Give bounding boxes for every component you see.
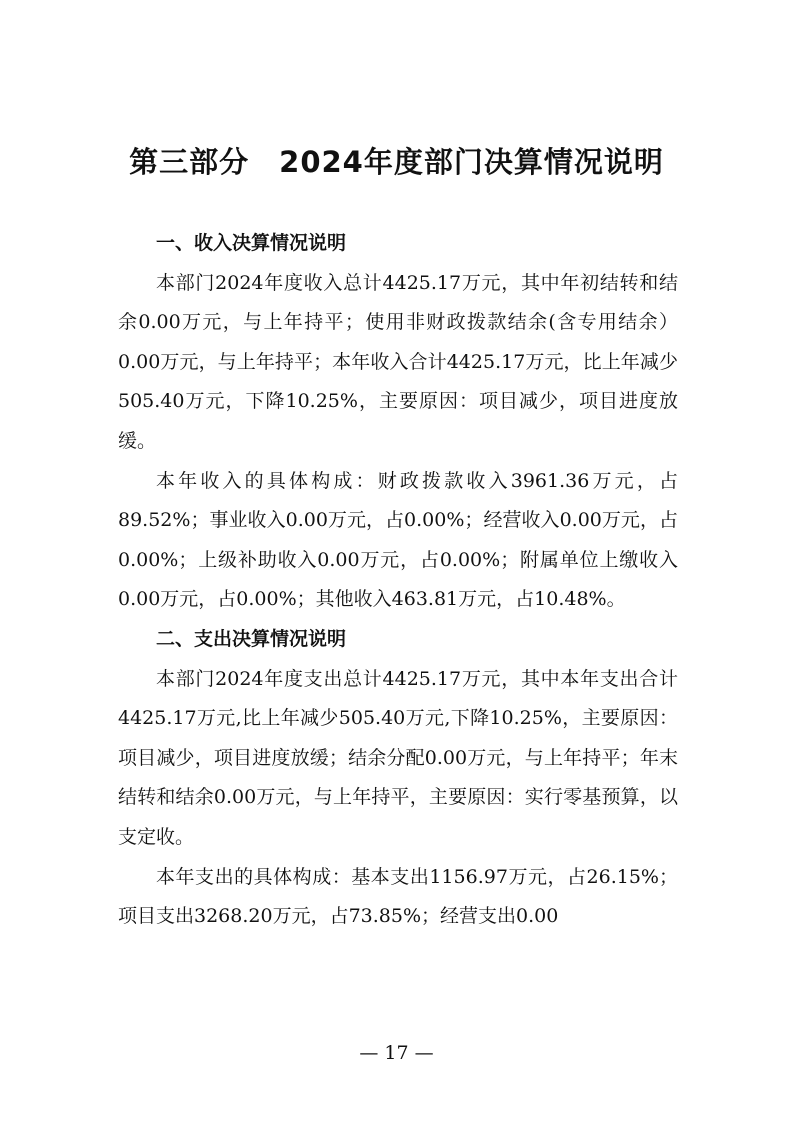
section-heading: 二、支出决算情况说明 <box>156 627 347 650</box>
document-body <box>118 224 678 937</box>
section-income <box>118 224 678 620</box>
section-heading: 一、收入决算情况说明 <box>156 232 347 254</box>
section-expenditure <box>118 620 678 937</box>
paragraph: 本年支出的具体构成：基本支出1156.97万元，占26.15%；项目支出3268.20万元，占73.85%；经营支出0.00 <box>118 865 678 928</box>
paragraph: 本部门2024年度支出总计4425.17万元，其中本年支出合计4425.17万元,比上年减少505.40万元,下降10.25%，主要原因：项目减少，项目进度放缓；结余分配0.00万元，与上年持平；年末结转和结余0.00万元，与上年持平，主要原因：实行零基预算，以支定收。 <box>118 667 678 848</box>
paragraph: 本年收入的具体构成：财政拨款收入3961.36万元，占89.52%；事业收入0.00万元，占0.00%；经营收入0.00万元，占0.00%；上级补助收入0.00万元，占0.00%；附属单位上缴收入0.00万元，占0.00%；其他收入463.81万元，占10.48%。 <box>118 469 678 611</box>
page-number: — 17 — <box>359 1042 434 1064</box>
paragraph: 本部门2024年度收入总计4425.17万元，其中年初结转和结余0.00万元，与上年持平；使用非财政拨款结余(含专用结余）0.00万元，与上年持平；本年收入合计4425.17万元，比上年减少505.40万元，下降10.25%，主要原因：项目减少，项目进度放缓。 <box>118 271 678 452</box>
page-title: 第三部分 2024年度部门决算情况说明 <box>129 145 664 179</box>
